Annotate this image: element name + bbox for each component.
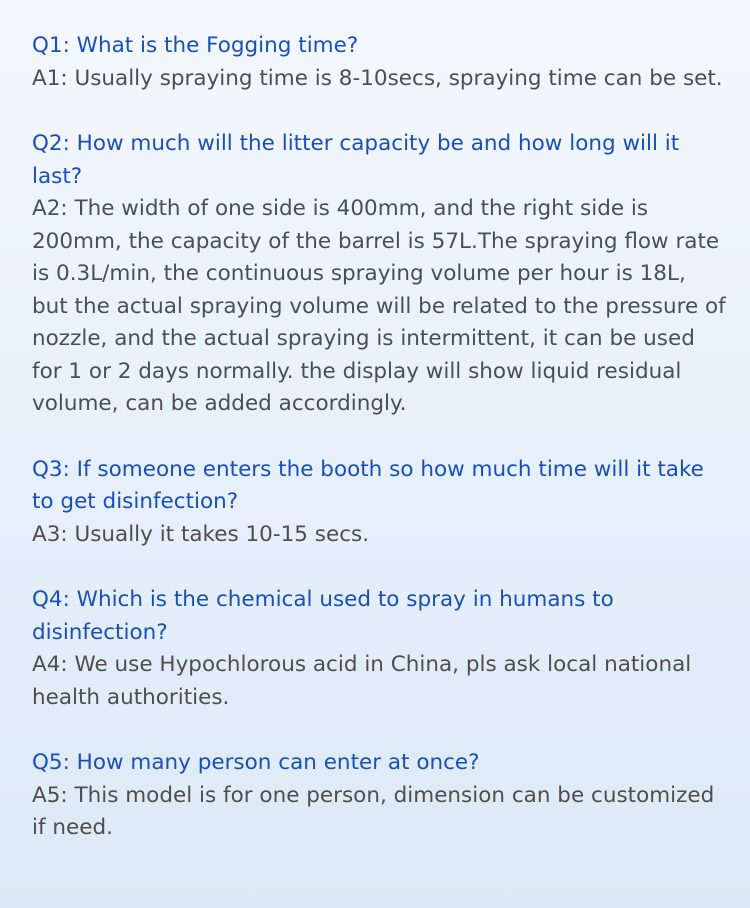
faq-answer-5: A5: This model is for one person, dimension can be customized if need. [32,782,715,840]
faq-item-4 [32,584,726,714]
faq-answer-4: A4: We use Hypochlorous acid in China, pls ask local national health authorities. [32,652,692,710]
faq-question-5: Q5: How many person can enter at once? [32,750,480,775]
faq-question-3: Q3: If someone enters the booth so how much time will it take to get disinfection? [32,456,704,514]
faq-question-4: Q4: Which is the chemical used to spray in humans to disinfection? [32,587,614,645]
faq-item-3 [32,454,726,552]
faq-question-2: Q2: How much will the litter capacity be and how long will it last? [32,131,680,189]
faq-answer-1: A1: Usually spraying time is 8-10secs, spraying time can be set. [32,65,723,91]
faq-item-5 [32,747,726,845]
faq-item-2 [32,128,726,421]
faq-answer-2: A2: The width of one side is 400mm, and the right side is 200mm, the capacity of the barrel is 57L.The spraying flow rate is 0.3L/min, the continuous spraying volume per hour is 18L, but the actual spraying volume will be related to the pressure of nozzle, and the actual spraying is intermittent, it can be used for 1 or 2 days normally. the display will show liquid residual volume, can be added accordingly. [32,196,726,416]
faq-question-1: Q1: What is the Fogging time? [32,33,359,58]
faq-item-1 [32,30,726,95]
faq-answer-3: A3: Usually it takes 10-15 secs. [32,521,370,547]
